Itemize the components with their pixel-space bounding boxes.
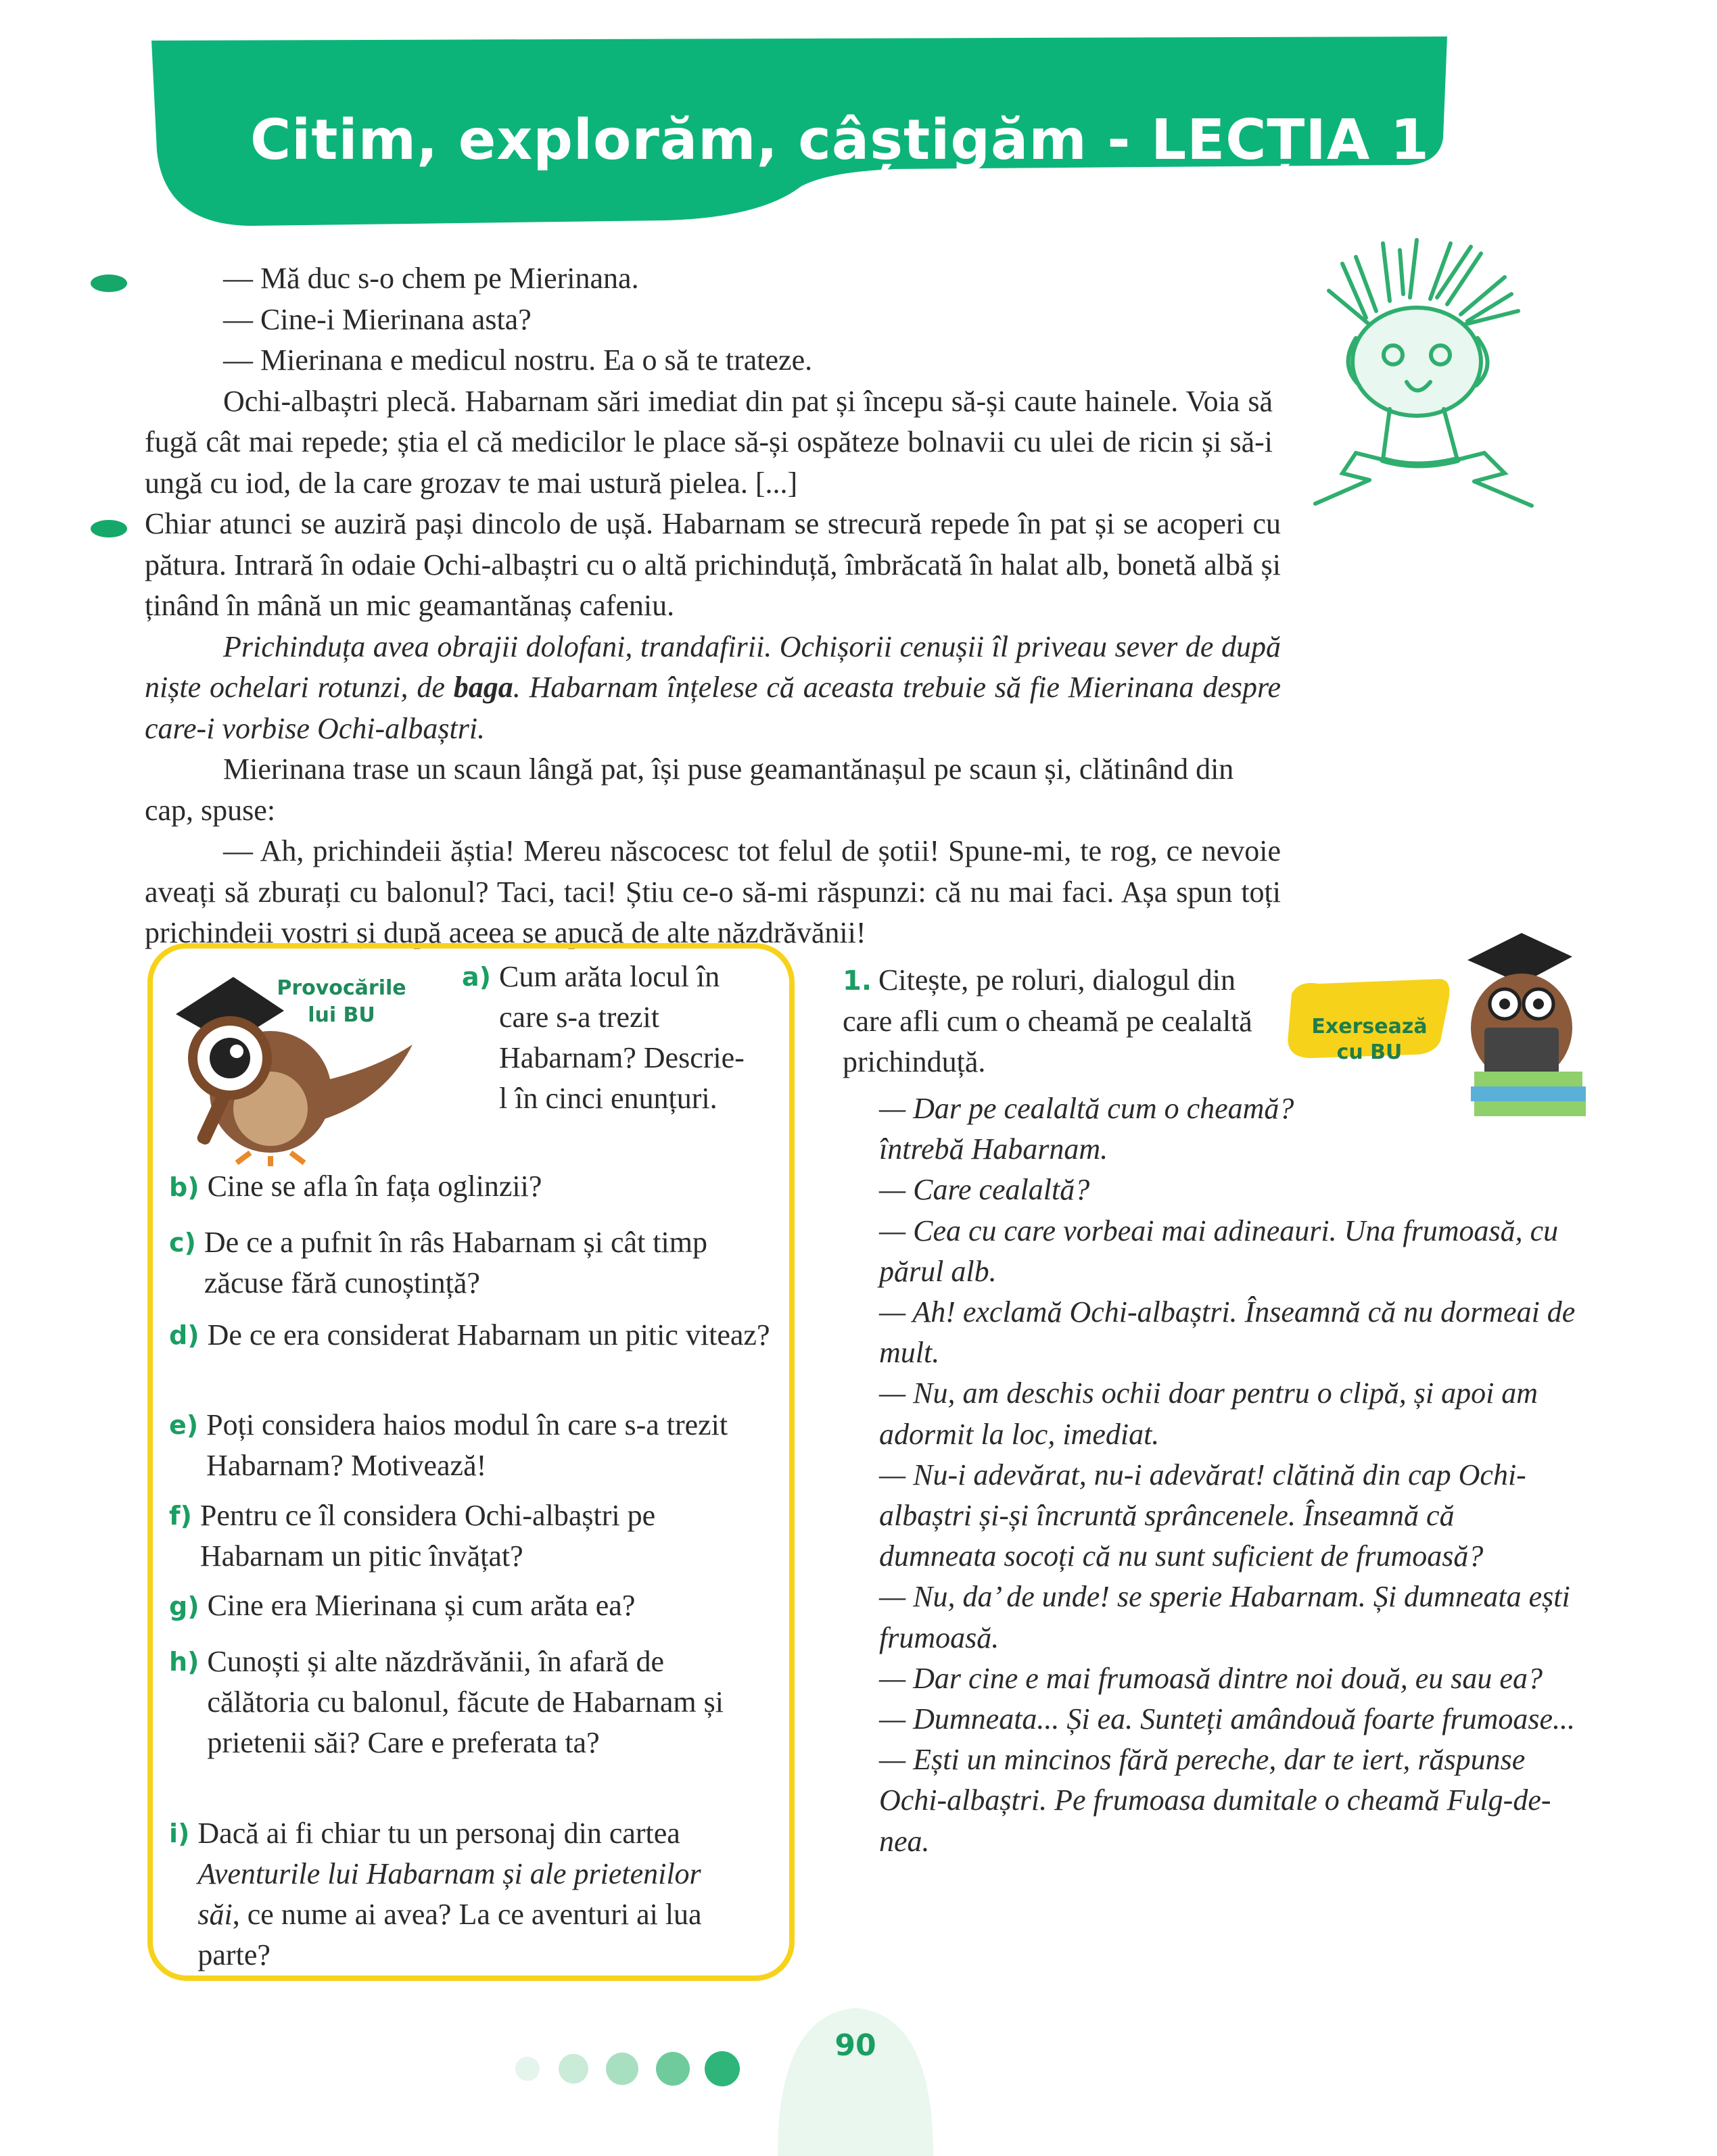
- story-paragraph: Prichinduța avea obrajii dolofani, trandafirii. Ochișorii cenușii îl priveau sever de după niște ochelari rotunzi, de baga. Habarnam înțelese că aceasta trebuie să fie Mierinana despre care-i vorbise Ochi-albaștri.: [145, 629, 1281, 745]
- exercise-instruction: 1. Citește, pe roluri, dialogul din care afli cum o cheamă pe cealaltă prichinduță.: [843, 963, 1252, 1078]
- habarnam-illustration: [1302, 237, 1586, 521]
- story-paragraph: Ochi-albaștri plecă. Habarnam sări imediat din pat și începu să-și caute hainele. Voia să fugă cât mai repede; știa el că medicilor le place să-și ospăteze bolnavii cu ulei de ricin și să-i ungă cu iod, de la care grozav te mai ustură pielea. [...]: [145, 384, 1273, 500]
- question-c: c) De ce a pufnit în râs Habarnam și cât timp zăcuse fără cunoștință?: [169, 1226, 707, 1299]
- question-b: b) Cine se afla în fața oglinzii?: [169, 1170, 542, 1203]
- story-paragraph: Chiar atunci se auziră pași dincolo de ușă. Habarnam se strecură repede în pat și se acoperi cu pătura. Intrară în odaie Ochi-albaștri cu o altă prichinduță, îmbrăcată în halat alb, bonetă albă și ținând în mână un mic geamantănaș cafeniu.: [145, 504, 1281, 627]
- dialog-line: — Dumneata... Și ea. Sunteți amândouă foarte frumoase...: [879, 1702, 1576, 1736]
- question-a: a) Cum arăta locul în care s-a trezit Habarnam? Descrie-l în cinci enunțuri.: [462, 960, 745, 1115]
- question-h: h) Cunoști și alte năzdrăvănii, în afară de călătoria cu balonul, făcute de Habarnam și prietenii săi? Care e preferata ta?: [169, 1645, 724, 1759]
- dialog-line: — Nu-i adevărat, nu-i adevărat! clătină din cap Ochi-albaștri și-și încruntă sprâncenele. Înseamnă că dumneata socoți că nu sunt suficient de frumoasă?: [879, 1458, 1526, 1573]
- dialog-line: — Dar cine e mai frumoasă dintre noi două, eu sau ea?: [879, 1661, 1543, 1695]
- dialog-line: — Mierinana e medicul nostru. Ea o să te trateze.: [223, 343, 813, 377]
- dialog-line: — Ah! exclamă Ochi-albaștri. Înseamnă că nu dormeai de mult.: [879, 1295, 1576, 1370]
- dialog-line: — Nu, am deschis ochii doar pentru o clipă, și apoi am adormit la loc, imediat.: [879, 1376, 1538, 1451]
- dialog-line: — Nu, da’ de unde! se sperie Habarnam. Și dumneata ești frumoasă.: [879, 1580, 1570, 1654]
- dialog-line: — Ești un mincinos fără pereche, dar te iert, răspunse Ochi-albaștri. Pe frumoasa dumitale o cheamă Fulg-de-nea.: [879, 1743, 1551, 1858]
- dialog-line: — Care cealaltă?: [879, 1173, 1090, 1207]
- challenges-label: Provocările lui BU: [277, 976, 406, 1027]
- dialog-line: — Dar pe cealaltă cum o cheamă? întrebă Habarnam.: [879, 1092, 1294, 1166]
- page-title: Citim, explorăm, câștigăm - LECȚIA 1: [250, 108, 1430, 172]
- footer-decoration: [0, 1994, 1717, 2156]
- dialog-line: — Mă duc s-o chem pe Mierinana.: [145, 258, 1281, 300]
- story-paragraph: Mierinana trase un scaun lângă pat, își puse geamantănașul pe scaun și, clătinând din cap, spuse:: [145, 752, 1234, 827]
- question-g: g) Cine era Mierinana și cum arăta ea?: [169, 1589, 636, 1622]
- page-number: 90: [834, 2028, 876, 2063]
- story-paragraph: — Ah, prichindeii ăștia! Mereu născocesc tot felul de șotii! Spune-mi, te rog, ce nevoie aveați să zburați cu balonul? Taci, taci! Știu ce-o să-mi răspunzi: că nu mai faci. Așa spun toți prichindeii voștri și după aceea se apucă de alte năzdrăvănii!: [145, 834, 1281, 949]
- question-e: e) Poți considera haios modul în care s-a trezit Habarnam? Motivează!: [169, 1408, 728, 1482]
- question-f: f) Pentru ce îl considera Ochi-albaștri pe Habarnam un pitic învățat?: [169, 1499, 656, 1573]
- question-d: d) De ce era considerat Habarnam un pitic viteaz?: [169, 1318, 770, 1351]
- exercise-label: Exersează cu BU: [1311, 1015, 1428, 1064]
- dialog-line: — Cine-i Mierinana asta?: [223, 302, 532, 336]
- exercise-dialog: [879, 1088, 1576, 1862]
- dialog-line: — Cea cu care vorbeai mai adineauri. Una frumoasă, cu părul alb.: [879, 1214, 1559, 1288]
- question-i: i) Dacă ai fi chiar tu un personaj din cartea Aventurile lui Habarnam și ale prietenilor săi, ce nume ai avea? La ce aventuri ai lua parte?: [169, 1817, 702, 1971]
- story-text: [145, 258, 1281, 954]
